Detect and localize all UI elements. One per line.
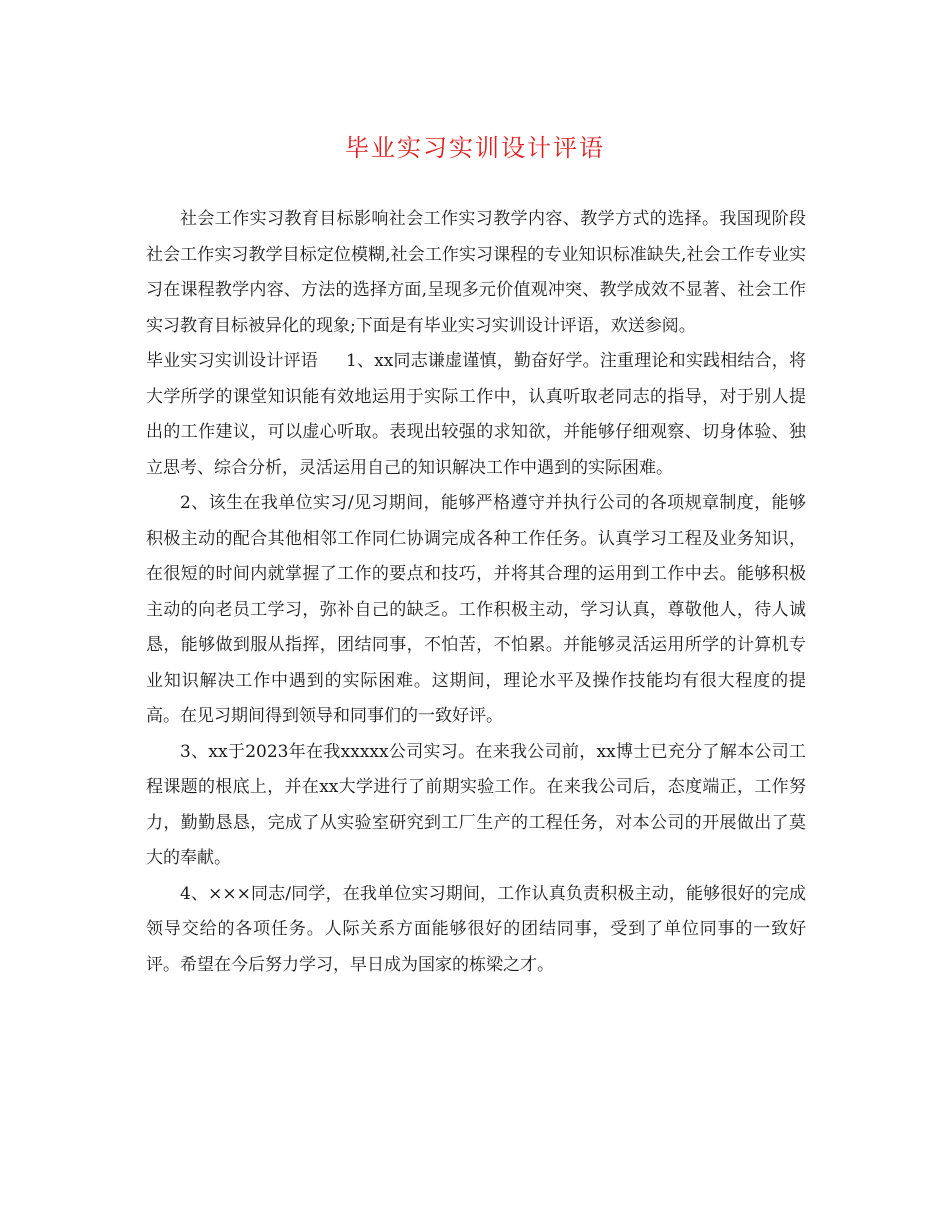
comment-item-3: 3、xx于2023年在我xxxxx公司实习。在来我公司前，xx博士已充分了解本公司工程课题的根底上，并在xx大学进行了前期实验工作。在来我公司后，态度端正，工作努力，勤勤恳恳，完成了从实验室研究到工厂生产的工程任务，对本公司的开展做出了莫大的奉献。 <box>146 741 806 868</box>
document-body <box>146 202 806 983</box>
page-title: 毕业实习实训设计评语 <box>345 134 605 162</box>
section-heading: 毕业实习实训设计评语 <box>146 351 318 371</box>
section-paragraph-1 <box>146 344 806 486</box>
comment-item-1: 1、xx同志谦虚谨慎，勤奋好学。注重理论和实践相结合，将大学所学的课堂知识能有效地运用于实际工作中，认真听取老同志的指导，对于别人提出的工作建议，可以虚心听取。表现出较强的求知欲，并能够仔细观察、切身体验、独立思考、综合分析，灵活运用自己的知识解决工作中遇到的实际困难。 <box>146 351 806 478</box>
comment-item-4: 4、×××同志/同学，在我单位实习期间，工作认真负责积极主动，能够很好的完成领导交给的各项任务。人际关系方面能够很好的团结同事，受到了单位同事的一致好评。希望在今后努力学习，早日成为国家的栋梁之才。 <box>146 883 806 975</box>
comment-item-2: 2、该生在我单位实习/见习期间，能够严格遵守并执行公司的各项规章制度，能够积极主动的配合其他相邻工作同仁协调完成各种工作任务。认真学习工程及业务知识，在很短的时间内就掌握了工作的要点和技巧，并将其合理的运用到工作中去。能够积极主动的向老员工学习，弥补自己的缺乏。工作积极主动，学习认真，尊敬他人，待人诚恳，能够做到服从指挥，团结同事，不怕苦，不怕累。并能够灵活运用所学的计算机专业知识解决工作中遇到的实际困难。这期间，理论水平及操作技能均有很大程度的提高。在见习期间得到领导和同事们的一致好评。 <box>146 493 806 726</box>
intro-paragraph: 社会工作实习教育目标影响社会工作实习教学内容、教学方式的选择。我国现阶段社会工作实习教学目标定位模糊,社会工作实习课程的专业知识标准缺失,社会工作专业实习在课程教学内容、方法的选择方面,呈现多元价值观冲突、教学成效不显著、社会工作实习教育目标被异化的现象;下面是有毕业实习实训设计评语，欢送参阅。 <box>146 209 806 336</box>
